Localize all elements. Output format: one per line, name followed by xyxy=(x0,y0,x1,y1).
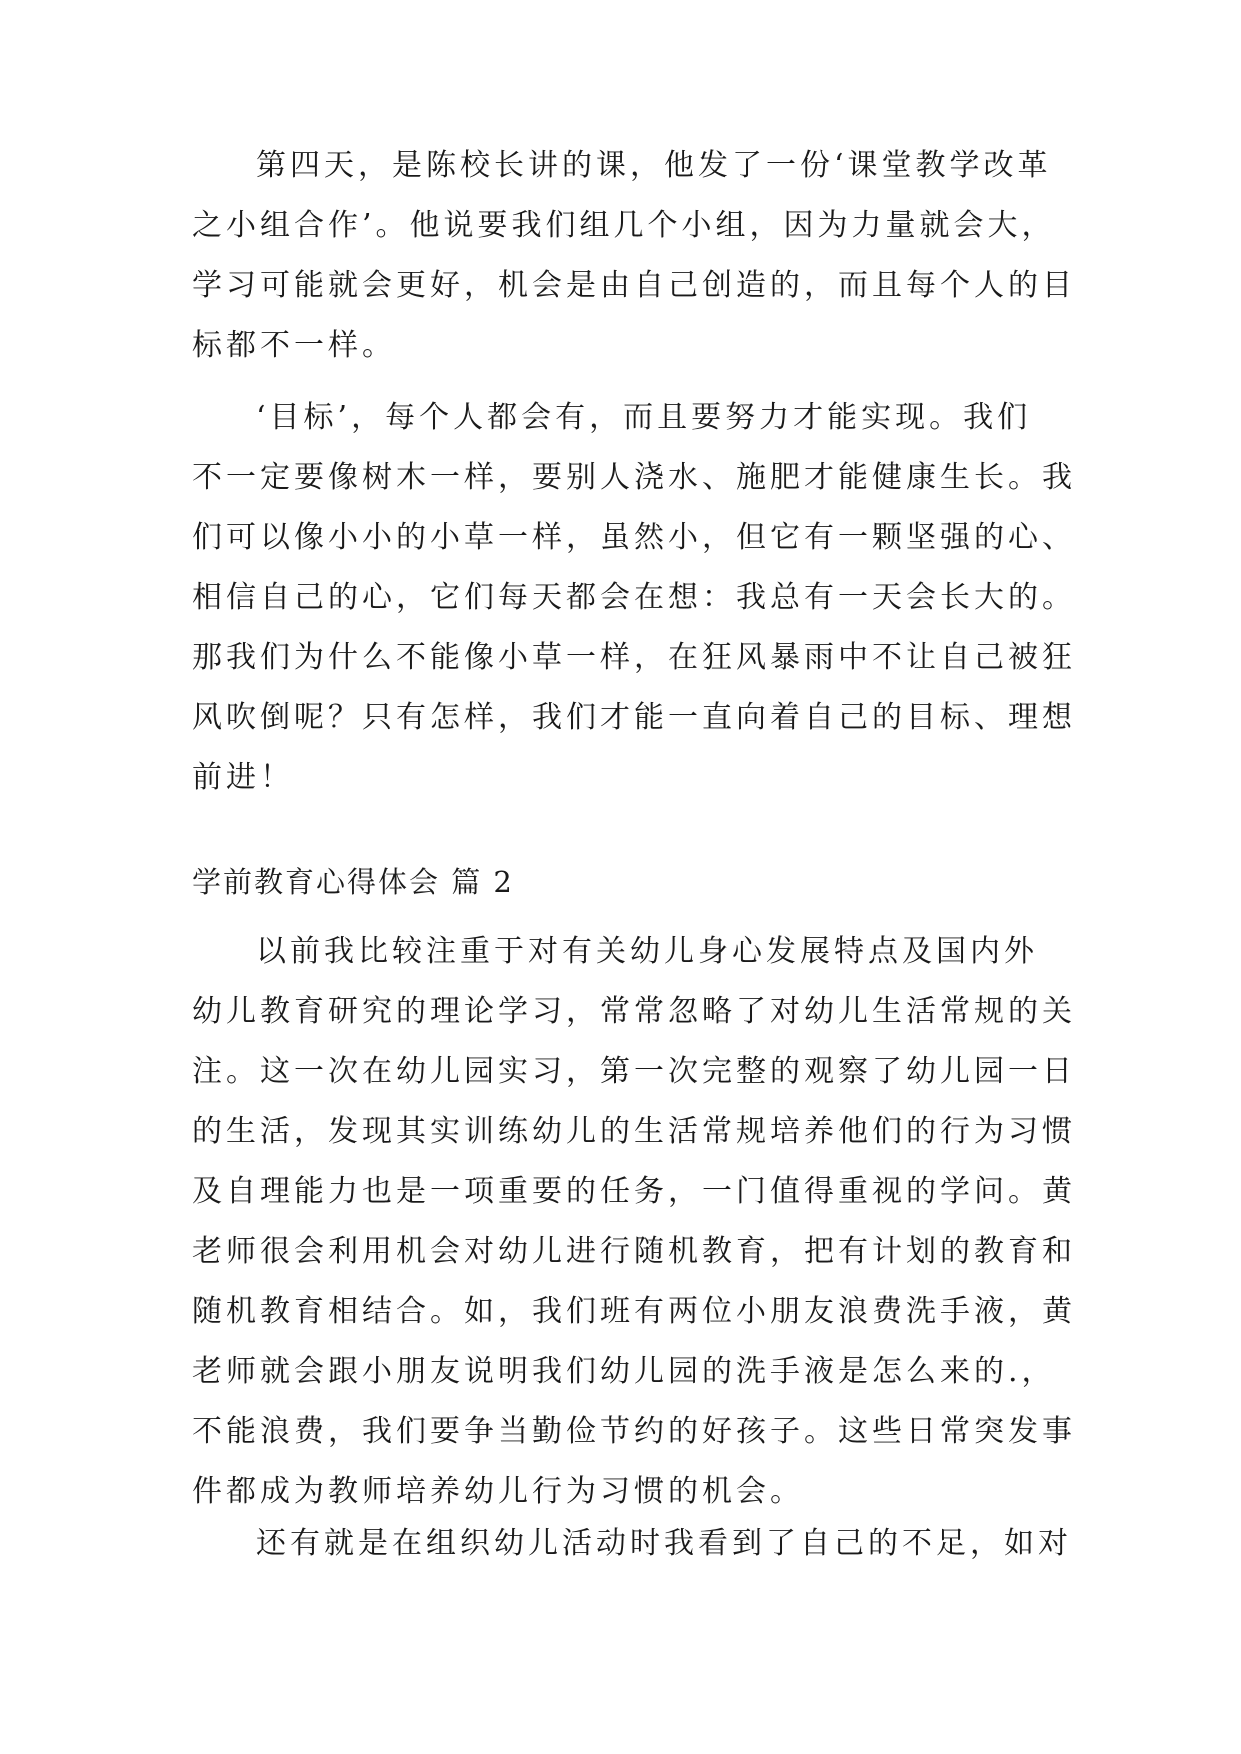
paragraph-line: 那我们为什么不能像小草一样，在狂风暴雨中不让自己被狂 xyxy=(192,640,1076,675)
paragraph-line: 前进！ xyxy=(192,760,294,795)
paragraph-line: 的生活，发现其实训练幼儿的生活常规培养他们的行为习惯 xyxy=(192,1114,1076,1149)
paragraph-line: 相信自己的心，它们每天都会在想：我总有一天会长大的。 xyxy=(192,580,1076,615)
paragraph-line: 以前我比较注重于对有关幼儿身心发展特点及国内外 xyxy=(256,934,1038,969)
paragraph xyxy=(192,1514,1072,1574)
paragraph-line: 及自理能力也是一项重要的任务，一门值得重视的学问。黄 xyxy=(192,1174,1076,1209)
paragraph-line: 注。这一次在幼儿园实习，第一次完整的观察了幼儿园一日 xyxy=(192,1054,1076,1089)
paragraph xyxy=(192,388,1076,808)
paragraph-line: 之小组合作’。他说要我们组几个小组，因为力量就会大， xyxy=(192,208,1056,243)
paragraph-line: 幼儿教育研究的理论学习，常常忽略了对幼儿生活常规的关 xyxy=(192,994,1076,1029)
paragraph-line: 老师很会利用机会对幼儿进行随机教育，把有计划的教育和 xyxy=(192,1234,1076,1269)
paragraph-line: 还有就是在组织幼儿活动时我看到了自己的不足，如对 xyxy=(256,1526,1072,1561)
paragraph-line: 不一定要像树木一样，要别人浇水、施肥才能健康生长。我 xyxy=(192,460,1076,495)
paragraph-line: 们可以像小小的小草一样，虽然小，但它有一颗坚强的心、 xyxy=(192,520,1076,555)
paragraph-line: 学习可能就会更好，机会是由自己创造的，而且每个人的目 xyxy=(192,268,1076,303)
paragraph xyxy=(192,922,1076,1522)
paragraph-line: 风吹倒呢？只有怎样，我们才能一直向着自己的目标、理想 xyxy=(192,700,1076,735)
paragraph-line: 随机教育相结合。如，我们班有两位小朋友浪费洗手液，黄 xyxy=(192,1294,1076,1329)
paragraph-line: 不能浪费，我们要争当勤俭节约的好孩子。这些日常突发事 xyxy=(192,1414,1076,1449)
paragraph-line: ‘目标’，每个人都会有，而且要努力才能实现。我们 xyxy=(256,400,1032,435)
paragraph-line: 标都不一样。 xyxy=(192,328,396,363)
section-heading: 学前教育心得体会 篇 2 xyxy=(192,865,514,899)
paragraph xyxy=(192,136,1076,376)
paragraph-line: 件都成为教师培养幼儿行为习惯的机会。 xyxy=(192,1474,804,1509)
paragraph-line: 老师就会跟小朋友说明我们幼儿园的洗手液是怎么来的.， xyxy=(192,1354,1056,1389)
paragraph-line: 第四天，是陈校长讲的课，他发了一份‘课堂教学改革 xyxy=(256,148,1052,183)
